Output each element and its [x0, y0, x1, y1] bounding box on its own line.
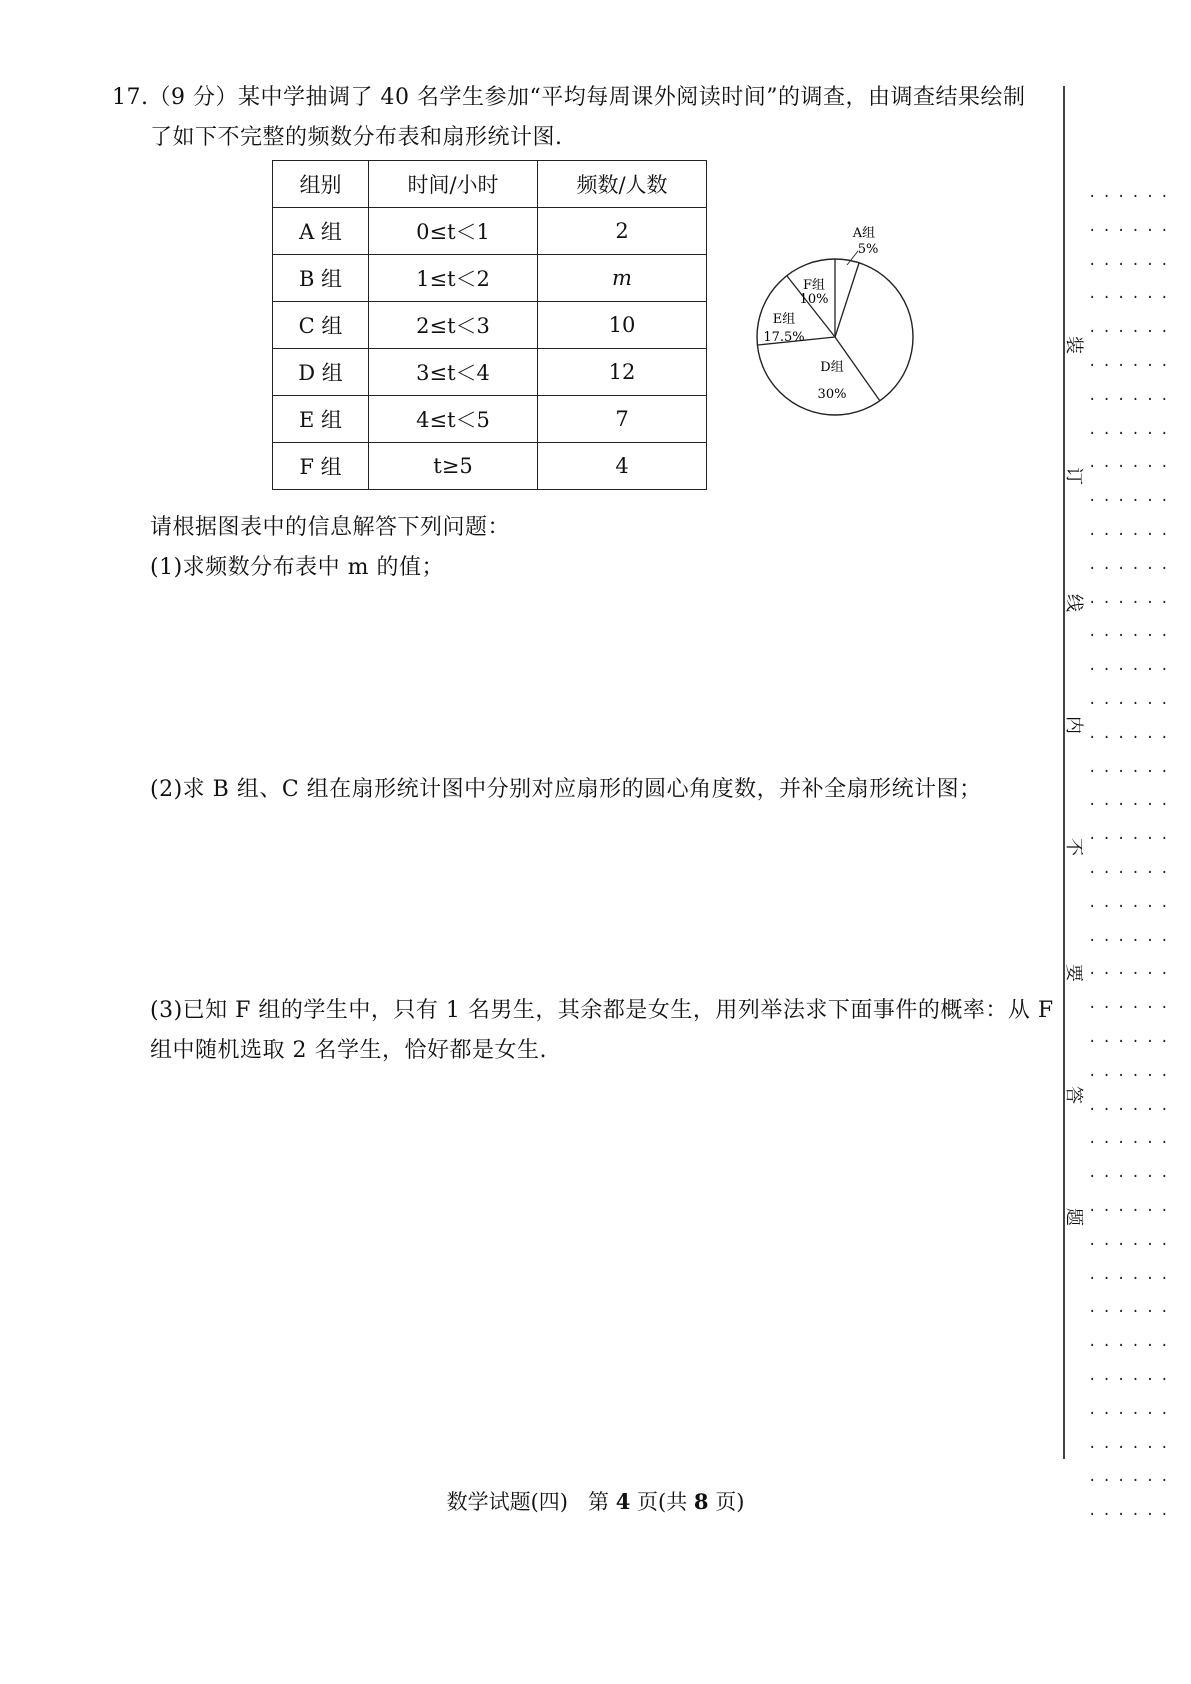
table-cell: 4	[538, 443, 707, 490]
table-row	[273, 255, 707, 302]
dot-row: ······	[1088, 1338, 1175, 1355]
dot-row: ······	[1088, 594, 1175, 611]
table-cell: 0≤t＜1	[369, 208, 538, 255]
dot-row: ······	[1088, 1169, 1175, 1186]
table-cell: t≥5	[369, 443, 538, 490]
answer-prompt: 请根据图表中的信息解答下列问题：	[150, 515, 511, 540]
footer-page-post: 页)	[715, 1490, 745, 1514]
table-row	[273, 349, 707, 396]
dot-row: ······	[1088, 324, 1175, 341]
dot-row: ······	[1088, 1473, 1175, 1490]
pie-label-d-pct: 30%	[817, 387, 847, 402]
pie-label-f-pct: 10%	[799, 292, 829, 307]
binding-char: 不	[1063, 838, 1084, 856]
label-leader-line	[847, 251, 858, 265]
question-line-2: 了如下不完整的频数分布表和扇形统计图.	[150, 125, 563, 150]
dot-row: ······	[1088, 222, 1175, 239]
dot-row: ······	[1088, 189, 1175, 205]
table-cell: 4≤t＜5	[369, 396, 538, 443]
dot-row: ······	[1088, 831, 1175, 848]
dot-row: ······	[1088, 1304, 1175, 1321]
footer-page-mid: 页(共	[637, 1490, 688, 1514]
dot-row: ······	[1088, 290, 1175, 307]
dot-row: ······	[1088, 256, 1175, 273]
dot-row: ······	[1088, 1067, 1175, 1084]
table-cell: F 组	[273, 443, 369, 490]
dot-row: ······	[1088, 628, 1175, 645]
pie-label-e-pct: 17.5%	[763, 330, 805, 345]
question-part-2: (2)求 B 组、C 组在扇形统计图中分别对应扇形的圆心角度数，并补全扇形统计图；	[150, 777, 982, 802]
dot-row: ······	[1088, 932, 1175, 949]
dot-row: ······	[1088, 898, 1175, 915]
dot-row: ······	[1088, 1270, 1175, 1287]
table-row	[273, 208, 707, 255]
table-cell: 2≤t＜3	[369, 302, 538, 349]
table-row	[273, 302, 707, 349]
dot-row: ······	[1088, 729, 1175, 746]
dot-row: ······	[1088, 1000, 1175, 1017]
pie-label-e-name: E组	[772, 312, 796, 327]
dot-row: ······	[1088, 493, 1175, 510]
table-row	[273, 443, 707, 490]
binding-char: 线	[1063, 594, 1084, 612]
table-header: 组别	[273, 161, 369, 208]
footer-page-number: 4	[615, 1489, 631, 1514]
dot-row: ······	[1088, 1372, 1175, 1388]
question-part-1: (1)求频数分布表中 m 的值；	[150, 555, 445, 580]
table-cell: C 组	[273, 302, 369, 349]
dot-row: ······	[1088, 1101, 1175, 1118]
dot-row: ······	[1088, 1135, 1175, 1152]
table-cell: D 组	[273, 349, 369, 396]
pie-label-d-name: D组	[820, 360, 844, 375]
binding-char: 内	[1063, 716, 1084, 734]
dot-row: ······	[1088, 358, 1175, 374]
table-cell: E 组	[273, 396, 369, 443]
page-footer	[0, 1486, 1191, 1516]
table-cell: 12	[538, 349, 707, 396]
dot-row: ······	[1088, 865, 1175, 881]
table-header: 频数/人数	[538, 161, 707, 208]
footer-subject: 数学试题(四)	[446, 1490, 568, 1514]
table-cell: m	[538, 255, 707, 302]
binding-char: 装	[1063, 336, 1084, 354]
binding-char: 答	[1063, 1086, 1084, 1104]
frequency-table	[272, 160, 707, 490]
binding-char: 要	[1063, 964, 1084, 982]
binding-char: 题	[1063, 1208, 1084, 1226]
dot-row: ······	[1088, 696, 1175, 712]
table-cell: 3≤t＜4	[369, 349, 538, 396]
pie-label-a-pct: 5%	[857, 242, 879, 257]
table-header-row	[273, 161, 707, 208]
dot-row: ······	[1088, 966, 1175, 983]
pie-divider	[835, 263, 859, 337]
dot-row: ······	[1088, 1405, 1175, 1422]
dot-row: ······	[1088, 797, 1175, 814]
dot-row: ······	[1088, 425, 1175, 442]
question-part-3-line-1: (3)已知 F 组的学生中，只有 1 名男生，其余都是女生，用列举法求下面事件的概率：从 F	[150, 998, 1054, 1023]
dot-row: ······	[1088, 527, 1175, 543]
dot-row: ······	[1088, 662, 1175, 679]
dot-row: ······	[1088, 1507, 1175, 1524]
dot-row: ······	[1088, 560, 1175, 577]
dot-row: ······	[1088, 1439, 1175, 1456]
question-line-1: 17.（9 分）某中学抽调了 40 名学生参加“平均每周课外阅读时间”的调查，由调查结果绘制	[112, 85, 1026, 110]
table-cell: 7	[538, 396, 707, 443]
dot-row: ······	[1088, 1203, 1175, 1219]
dot-row: ······	[1088, 391, 1175, 408]
table-header: 时间/小时	[369, 161, 538, 208]
table-cell: 1≤t＜2	[369, 255, 538, 302]
table-cell: 10	[538, 302, 707, 349]
pie-label-f-name: F组	[802, 278, 826, 293]
dot-row: ······	[1088, 459, 1175, 476]
pie-chart	[740, 225, 920, 425]
binding-line	[1063, 86, 1065, 1459]
dot-row: ······	[1088, 1034, 1175, 1050]
binding-char: 订	[1063, 467, 1084, 485]
table-cell: 2	[538, 208, 707, 255]
table-cell: A 组	[273, 208, 369, 255]
footer-page-total: 8	[693, 1489, 709, 1514]
table-cell: B 组	[273, 255, 369, 302]
footer-page-pre: 第	[588, 1490, 609, 1514]
table-row	[273, 396, 707, 443]
dot-row: ······	[1088, 763, 1175, 780]
dot-row: ······	[1088, 1236, 1175, 1253]
pie-label-a-name: A组	[852, 226, 876, 241]
question-part-3-line-2: 组中随机选取 2 名学生，恰好都是女生.	[150, 1038, 547, 1063]
